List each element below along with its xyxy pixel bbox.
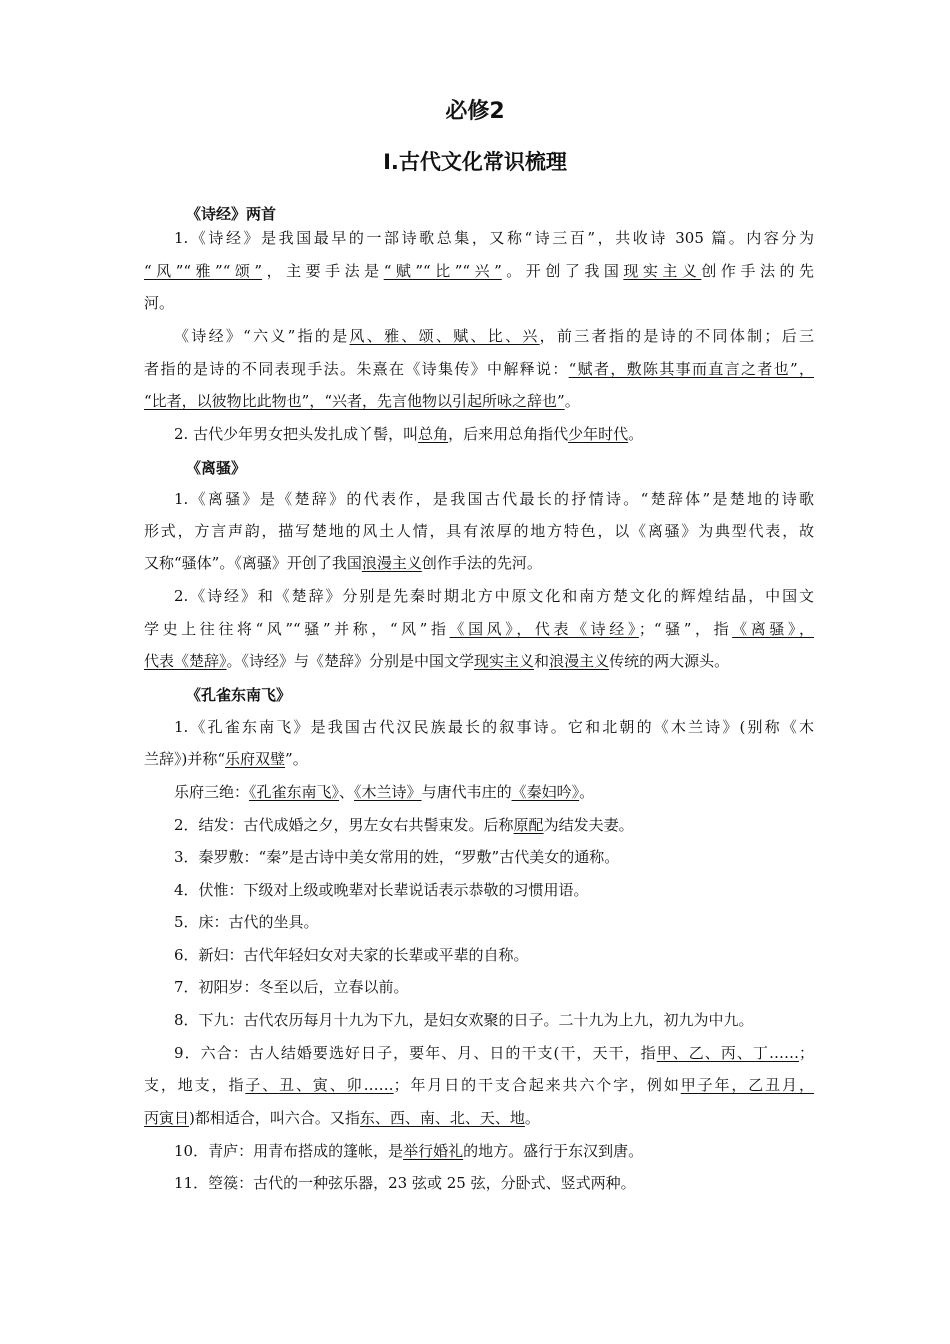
text-run: 兰辞》)并称“ bbox=[144, 750, 226, 768]
list-item: 3．秦罗敷：“秦”是古诗中美女常用的姓，“罗敷”古代美女的通称。 bbox=[174, 848, 620, 866]
underlined-answer: 总角 bbox=[418, 425, 449, 443]
underlined-answer: 现实主义 bbox=[474, 652, 535, 670]
list-item bbox=[174, 1141, 814, 1163]
paragraph-line bbox=[174, 326, 814, 348]
paragraph-line bbox=[174, 489, 814, 511]
list-item: 6．新妇：古代年轻妇女对夫家的长辈或平辈的自称。 bbox=[174, 946, 529, 964]
text-run: 又称“骚体”。《离骚》开创了我国 bbox=[144, 554, 362, 572]
underlined-answer: 少年时代 bbox=[568, 425, 629, 443]
page-subtitle: Ⅰ.古代文化常识梳理 bbox=[383, 150, 567, 174]
section-heading-shijing: 《诗经》两首 bbox=[186, 205, 277, 223]
text-run: 。 bbox=[524, 1109, 540, 1127]
text-run: 传统的两大源头。 bbox=[609, 652, 730, 670]
text-run: ；“骚”，指 bbox=[638, 620, 733, 638]
paragraph-line bbox=[144, 1108, 814, 1130]
underlined-answer: 《国风》，代表《诗经》 bbox=[449, 620, 639, 638]
text-run: ，前三者指的是诗的不同体制；后三 bbox=[539, 327, 814, 345]
underlined-answer: “风”“雅”“颂” bbox=[144, 262, 263, 280]
underlined-answer: 举行婚礼 bbox=[403, 1142, 464, 1160]
underlined-answer: 乐府双璧 bbox=[225, 750, 286, 768]
underlined-answer: 浪漫主义 bbox=[361, 554, 422, 572]
section-heading-lisao: 《离骚》 bbox=[186, 459, 247, 477]
text-run: 和 bbox=[534, 652, 550, 670]
underlined-answer: “赋者，敷陈其事而直言之者也”， bbox=[568, 360, 814, 378]
underlined-answer: 《秦妇吟》 bbox=[511, 783, 580, 801]
underlined-answer: 丙寅日 bbox=[144, 1109, 190, 1127]
text-run: 《诗经》“六义”指的是 bbox=[174, 327, 350, 345]
text-run: 2．结发：古代成婚之夕，男左女右共髻束发。后称 bbox=[174, 816, 514, 834]
text-run: 2.《诗经》和《楚辞》分别是先秦时期北方中原文化和南方楚文化的辉煌结晶，中国文 bbox=[174, 587, 814, 605]
paragraph-line bbox=[144, 553, 814, 575]
text-run: ”。 bbox=[285, 750, 308, 768]
underlined-answer: 东、西、南、北、天、地 bbox=[359, 1109, 525, 1127]
text-run: 乐府三绝： bbox=[174, 783, 250, 801]
text-run: 1.《诗经》是我国最早的一部诗歌总集，又称“诗三百”，共收诗 305 篇。内容分为 bbox=[174, 229, 814, 247]
underlined-answer: 甲子年，乙丑月， bbox=[680, 1076, 814, 1094]
paragraph-line bbox=[144, 1075, 814, 1097]
text-run: 创作手法的先 bbox=[701, 262, 814, 280]
text-run: 、 bbox=[339, 783, 355, 801]
text-run: 学史上往往将“风”“骚”并称，“风”指 bbox=[144, 620, 450, 638]
paragraph-line bbox=[174, 424, 814, 446]
paragraph-line bbox=[174, 717, 814, 739]
text-run: 的地方。盛行于东汉到唐。 bbox=[463, 1142, 644, 1160]
list-item: 4．伏惟：下级对上级或晚辈对长辈说话表示恭敬的习惯用语。 bbox=[174, 881, 589, 899]
paragraph-line bbox=[144, 521, 814, 543]
paragraph-line bbox=[144, 651, 814, 673]
underlined-answer: 现实主义 bbox=[623, 262, 702, 280]
text-run: )都相适合，叫六合。又指 bbox=[189, 1109, 360, 1127]
text-run: 为结发夫妻。 bbox=[543, 816, 634, 834]
section-heading-kongque: 《孔雀东南飞》 bbox=[186, 686, 292, 704]
paragraph-line bbox=[144, 293, 814, 315]
text-run: 。 bbox=[579, 783, 595, 801]
paragraph-line bbox=[144, 391, 814, 413]
text-run: ；年月日的干支合起来共六个字，例如 bbox=[393, 1076, 681, 1094]
paragraph-line bbox=[144, 359, 814, 381]
underlined-answer: “赋”“比”“兴” bbox=[383, 262, 502, 280]
text-run: 。开创了我国 bbox=[501, 262, 624, 280]
underlined-answer: 风、雅、颂、赋、比、兴 bbox=[349, 327, 540, 345]
text-run: 与唐代韦庄的 bbox=[421, 783, 512, 801]
list-item: 7．初阳岁：冬至以后，立春以前。 bbox=[174, 978, 409, 996]
text-run: ，主要手法是 bbox=[262, 262, 384, 280]
paragraph-line bbox=[144, 261, 814, 283]
underlined-answer: 原配 bbox=[513, 816, 544, 834]
page-title: 必修2 bbox=[445, 99, 505, 124]
list-item bbox=[174, 1043, 814, 1065]
underlined-answer: 子、丑、寅、卯…… bbox=[245, 1076, 394, 1094]
list-item: 5．床：古代的坐具。 bbox=[174, 913, 319, 931]
text-run: 者指的是诗的不同表现手法。朱熹在《诗集传》中解释说： bbox=[144, 360, 569, 378]
paragraph-line bbox=[174, 586, 814, 608]
list-item: 11．箜篌：古代的一种弦乐器，23 弦或 25 弦，分卧式、竖式两种。 bbox=[174, 1174, 636, 1192]
underlined-answer: 浪漫主义 bbox=[549, 652, 610, 670]
underlined-answer: 《木兰诗》 bbox=[354, 783, 422, 801]
text-run: 1.《离骚》是《楚辞》的代表作，是我国古代最长的抒情诗。“楚辞体”是楚地的诗歌 bbox=[174, 490, 814, 508]
paragraph-line bbox=[174, 782, 814, 804]
text-run: 1.《孔雀东南飞》是我国古代汉民族最长的叙事诗。它和北朝的《木兰诗》(别称《木 bbox=[174, 718, 814, 736]
text-run: 2. 古代少年男女把头发扎成丫髻，叫 bbox=[174, 425, 419, 443]
text-run: 创作手法的先河。 bbox=[421, 554, 542, 572]
paragraph-line bbox=[144, 619, 814, 641]
text-run: ，后来用总角指代 bbox=[448, 425, 569, 443]
text-run: 9．六合：古人结婚要选好日子，要年、月、日的干支(干，天干，指 bbox=[174, 1044, 657, 1062]
text-run: 。 bbox=[564, 392, 580, 410]
text-run: 形式，方言声韵，描写楚地的风土人情，具有浓厚的地方特色，以《离骚》为典型代表，故 bbox=[144, 522, 814, 540]
text-run: 河。 bbox=[144, 294, 175, 312]
underlined-answer: 《孔雀东南飞》 bbox=[249, 783, 340, 801]
text-run: ； bbox=[798, 1044, 814, 1062]
paragraph-line bbox=[144, 749, 814, 771]
list-item bbox=[174, 815, 814, 837]
underlined-answer: 甲、乙、丙、丁…… bbox=[656, 1044, 799, 1062]
paragraph-line bbox=[174, 228, 814, 250]
underlined-answer: 代表《楚辞》 bbox=[144, 652, 227, 670]
text-run: 。《诗经》与《楚辞》分别是中国文学 bbox=[226, 652, 475, 670]
text-run: 10．青庐：用青布搭成的篷帐，是 bbox=[174, 1142, 404, 1160]
underlined-answer: “比者，以彼物比此物也”，“兴者，先言他物以引起所咏之辞也” bbox=[144, 392, 565, 410]
text-run: 。 bbox=[628, 425, 644, 443]
underlined-answer: 《离骚》， bbox=[732, 620, 814, 638]
text-run: 支，地支，指 bbox=[144, 1076, 246, 1094]
list-item: 8．下九：古代农历每月十九为下九，是妇女欢聚的日子。二十九为上九，初九为中九。 bbox=[174, 1011, 754, 1029]
